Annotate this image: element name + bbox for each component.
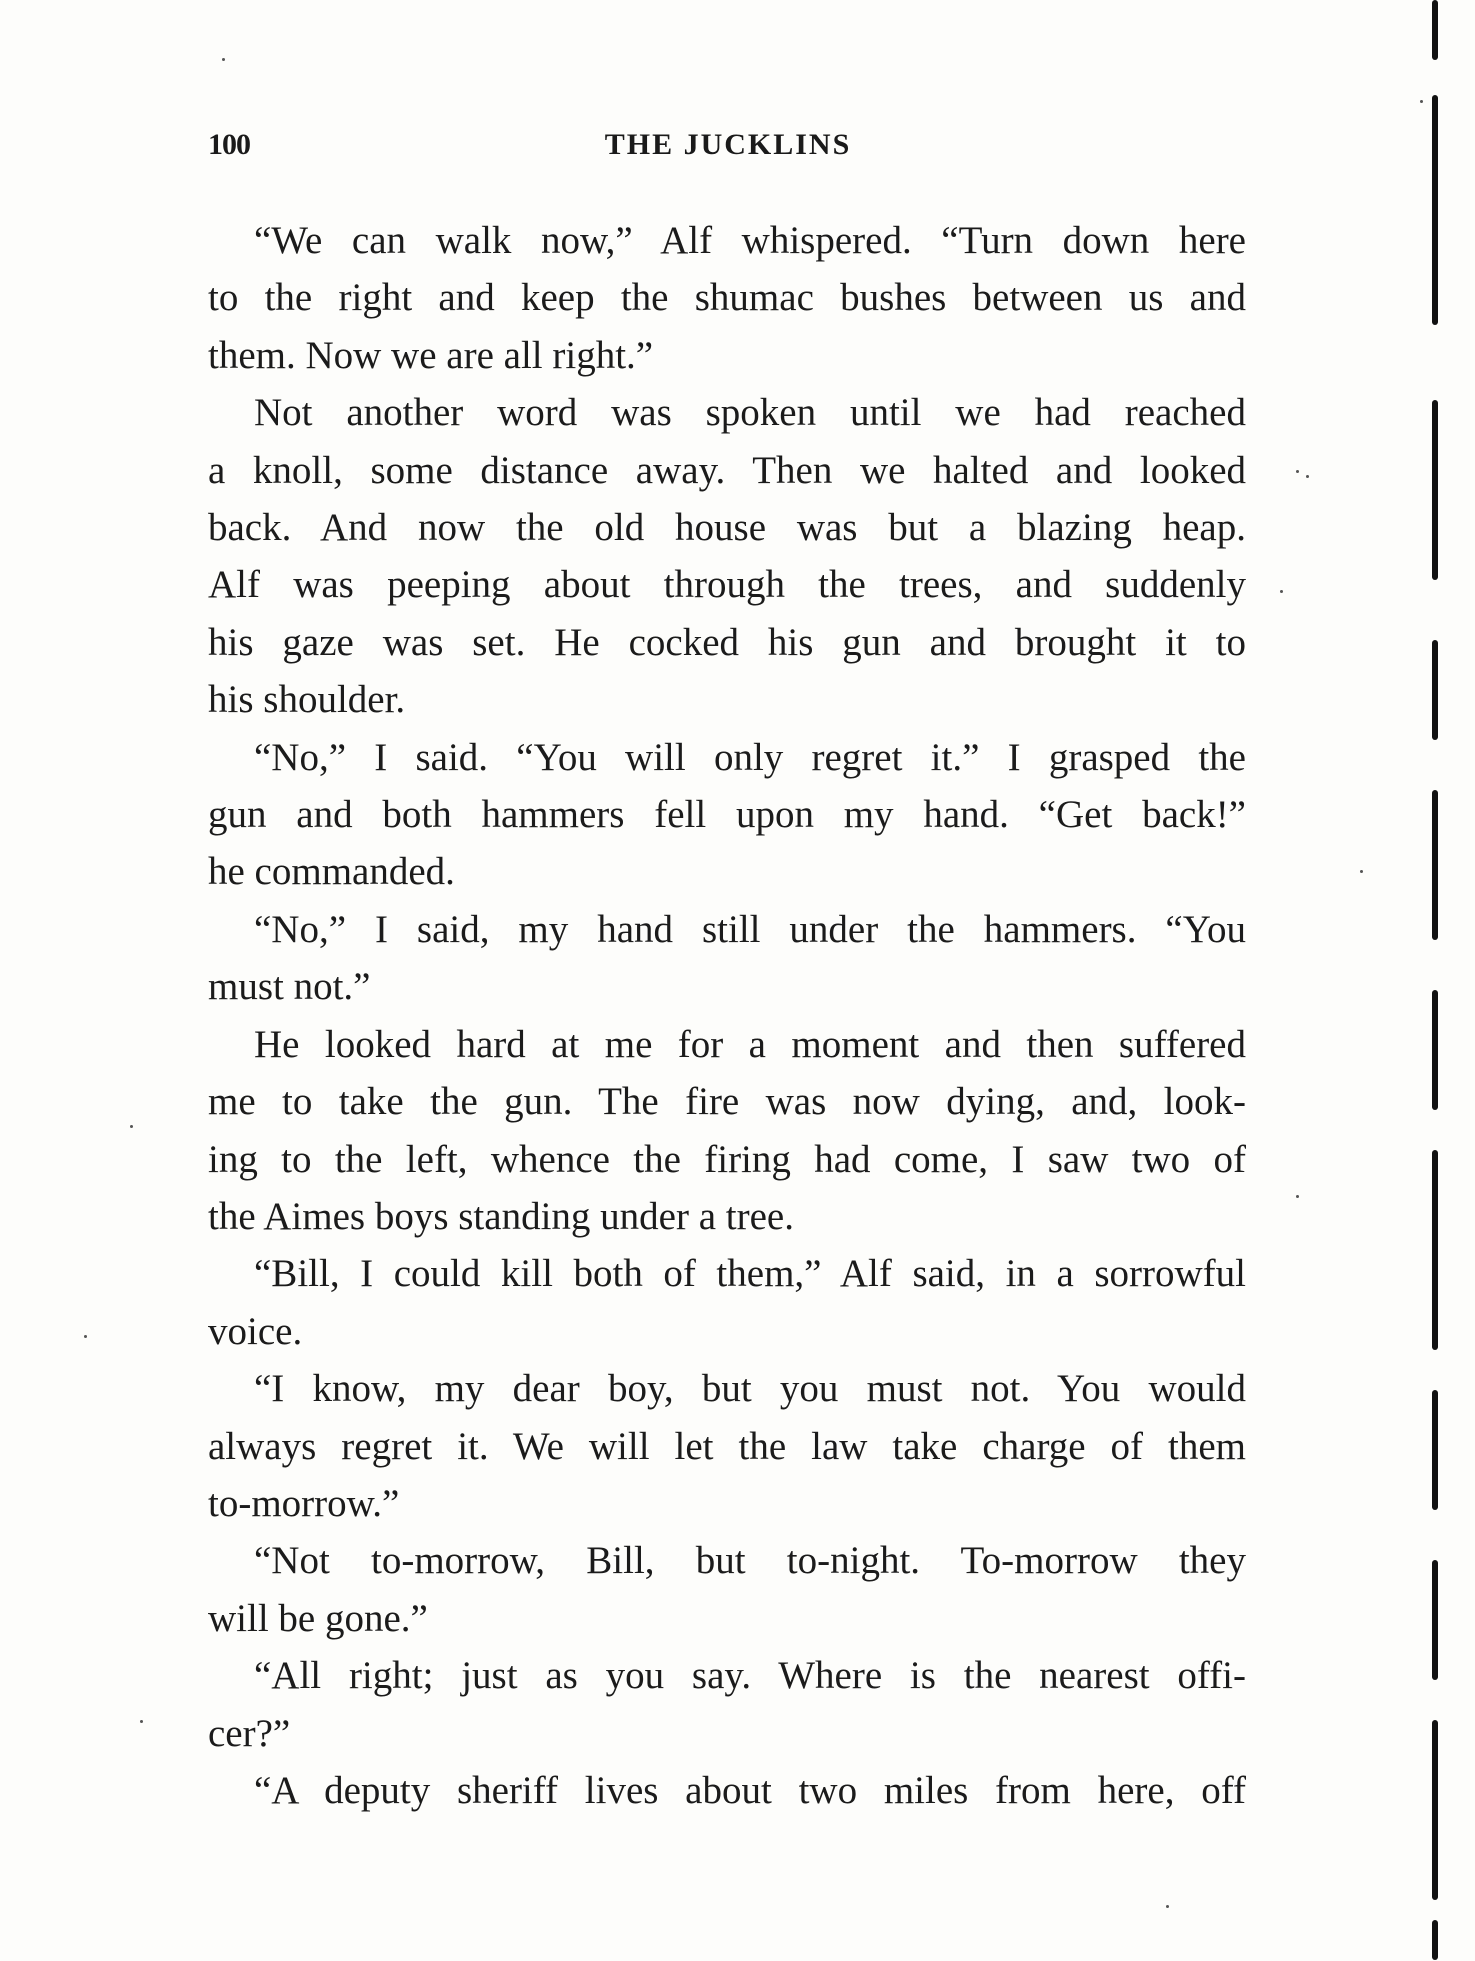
paragraph [208, 1762, 1246, 1819]
text-line: “Bill, I could kill both of them,” Alf said, in a sorrowful [254, 1252, 1246, 1296]
text-line: voice. [208, 1309, 303, 1353]
paragraph [208, 212, 1246, 384]
paragraph [208, 1532, 1246, 1647]
text-line: “I know, my dear boy, but you must not. You would [254, 1367, 1246, 1411]
paragraph [208, 1360, 1246, 1532]
text-line: He looked hard at me for a moment and then suffered [254, 1022, 1246, 1066]
text-line: to-morrow.” [208, 1481, 400, 1525]
text-line: ing to the left, whence the firing had come, I saw two of [208, 1137, 1246, 1181]
text-line: his gaze was set. He cocked his gun and brought it to [208, 620, 1246, 664]
paragraph [208, 384, 1246, 728]
binding-edge-shadow [1428, 0, 1442, 1961]
page-number: 100 [208, 128, 250, 161]
text-line: his shoulder. [208, 678, 406, 722]
text-line: always regret it. We will let the law take charge of them [208, 1424, 1246, 1468]
paragraph [208, 901, 1246, 1016]
body-text [208, 212, 1246, 1819]
paragraph [208, 1245, 1246, 1360]
text-line: cer?” [208, 1711, 291, 1755]
text-line: them. Now we are all right.” [208, 333, 654, 377]
text-line: “Not to-morrow, Bill, but to-night. To-morrow they [254, 1539, 1246, 1583]
paragraph [208, 1647, 1246, 1762]
text-line: gun and both hammers fell upon my hand. “Get back!” [208, 793, 1246, 837]
text-line: a knoll, some distance away. Then we halted and looked [208, 448, 1246, 492]
text-line: must not.” [208, 965, 371, 1009]
paragraph [208, 729, 1246, 901]
text-line: back. And now the old house was but a blazing heap. [208, 506, 1246, 550]
running-head: THE JUCKLINS [604, 128, 852, 161]
text-line: me to take the gun. The fire was now dying, and, look- [208, 1080, 1246, 1124]
text-line: the Aimes boys standing under a tree. [208, 1194, 794, 1238]
page-header [208, 128, 1248, 168]
text-line: “No,” I said, my hand still under the hammers. “You [254, 907, 1246, 951]
text-line: will be gone.” [208, 1596, 428, 1640]
text-line: Not another word was spoken until we had reached [254, 391, 1246, 435]
text-line: to the right and keep the shumac bushes between us and [208, 276, 1246, 320]
text-line: “No,” I said. “You will only regret it.” I grasped the [254, 735, 1246, 779]
text-line: “A deputy sheriff lives about two miles from here, off [254, 1768, 1246, 1812]
paragraph [208, 1016, 1246, 1246]
text-line: he commanded. [208, 850, 455, 894]
text-line: Alf was peeping about through the trees, and suddenly [208, 563, 1246, 607]
text-line: “All right; just as you say. Where is the nearest offi- [254, 1654, 1246, 1698]
text-line: “We can walk now,” Alf whispered. “Turn down here [254, 219, 1246, 262]
